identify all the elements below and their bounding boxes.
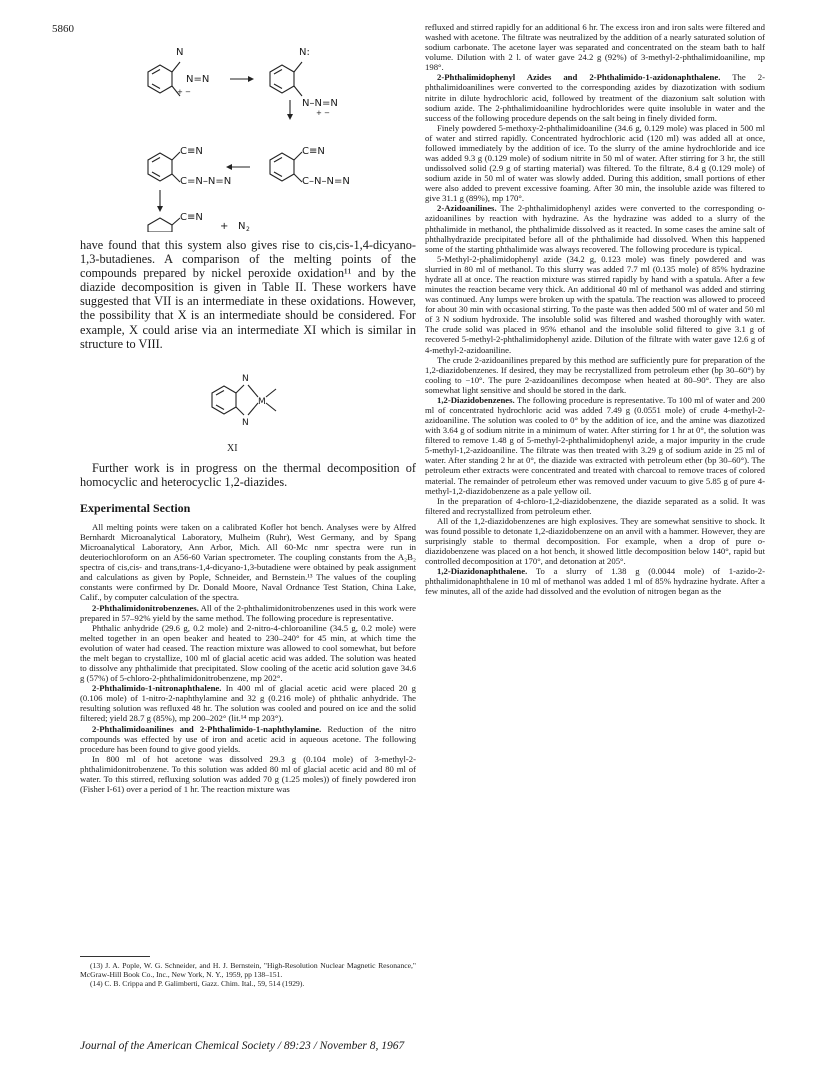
structure-xi-n-top: N xyxy=(242,373,249,384)
run-in-heading-7: 1,2-Diazidonaphthalene. xyxy=(437,566,528,577)
reaction-scheme xyxy=(80,22,416,232)
right-paragraph-4 xyxy=(425,203,765,253)
right-paragraph-1: refluxed and stirred rapidly for an additional 6 hr. The excess iron and iron salts were filtered and washed with acetone. The filtrate was neutralized by the addition of a nearly saturated solution of sodium carbonate. The acetone layer was separated and concentrated on the steam bath to half volume. Dilution with 2 l. of water gave 24.2 g (92%) of 3-methyl-2-phthalimidoaniline, mp 198°. xyxy=(425,22,765,73)
exp-paragraph-3: Phthalic anhydride (29.6 g, 0.2 mole) and 2-nitro-4-chloroaniline (34.5 g, 0.2 mole) were melted together in an open beaker and heated to 230–240° for 45 min, at which time the evolution of water had ceased. The reaction mixture was allowed to cool somewhat, but before the melt began to crystallize, 100 ml of glacial acetic acid was added. The solution was heated to dissolve any phthalimide that precipitated. Slow cooling of the acetic acid solution gave 34.6 g (57%) of 5-chloro-2-phthalimidonitrobenzene, mp 202°. xyxy=(80,622,416,684)
right-paragraph-2-text: The 2-phthalimidoanilines were converted to the corresponding azides by diazotization with sodium nitrite in dilute hydrochloric acid, followed by treatment of the diazonium salt solution with sodium azide. The 2-phthalimidoaniline hydrochlorides were quite insoluble in water and the success of the following procedure depends on the salt being in finely divided form. xyxy=(425,72,765,123)
further-work-paragraph: Further work is in progress on the thermal decomposition of homocyclic and heterocyclic 1,2-diazides. xyxy=(80,460,416,489)
scheme-label-cn-1: C≡N xyxy=(180,146,203,157)
scheme-label-pm: + − xyxy=(177,88,191,96)
scheme-label-pm-2: + − xyxy=(316,109,330,117)
page-number: 5860 xyxy=(52,23,74,35)
exp-paragraph-2 xyxy=(80,603,416,623)
exp-paragraph-5-text: Reduction of the nitro compounds was effected by use of iron and acetic acid in aqueous acetone. The following procedure has been found to give good yields. xyxy=(80,723,416,754)
structure-xi-drawing xyxy=(80,351,416,461)
right-paragraph-7 xyxy=(425,395,765,496)
scheme-label-azide-b: C=N–N=N xyxy=(180,176,232,187)
scheme-label-plus: + xyxy=(220,221,229,232)
section-title: Experimental Section xyxy=(80,500,191,515)
right-paragraph-6: The crude 2-azidoanilines prepared by this method are sufficiently pure for preparation of the 1,2-diazidobenzenes. If desired, they may be recrystallized from petroleum ether (bp 30–60°) by cooling to −10°. The pure 2-azidoanilines decompose when heated at 80–90°. They are also somewhat light sensitive and should be stored in the dark. xyxy=(425,354,765,395)
exp-paragraph-2-text: All of the 2-phthalimidonitrobenzenes used in this work were prepared in 57–92% yield by the same method. The following procedure is representative. xyxy=(80,602,416,623)
scheme-label-nn: N=N xyxy=(186,74,210,85)
exp-paragraph-5 xyxy=(80,724,416,754)
run-in-heading-2: 2-Phthalimido-1-nitronaphthalene. xyxy=(92,683,222,694)
footnotes xyxy=(80,956,416,988)
footnote-rule xyxy=(80,956,150,957)
run-in-heading-4: 2-Phthalimidophenyl Azides and 2-Phthalimido-1-azidonaphthalene. xyxy=(437,72,721,83)
scheme-label-n2-sub: 2 xyxy=(246,226,250,232)
right-paragraph-5: 5-Methyl-2-phalimidophenyl azide (34.2 g, 0.123 mole) was finely powdered and was slurried in 80 ml of methanol. To this slurry was added 7.7 ml (0.135 mole) of 85% hydrazine hydrate all at once. The reaction mixture was stirred rapidly by hand with a spatula. After a few minutes the reaction became very thick. An additional 40 ml of methanol was added and stirring was continued. Any lumps were broken up with the spatula. The reaction was allowed to proceed for about 30 min with occasional stirring. To the paste was then added 500 ml of water and 50 ml of 3 N sodium hydroxide. The insoluble solid was filtered and washed thoroughly with water. The crude solid was placed in 95% ethanol and the insoluble solid filtered to give 3.1 g of recovered 5-methyl-2-phthalimidophenyl azide. Dilution of the filtrate with water gave 12.6 g of 4-methyl-2-azidoaniline. xyxy=(425,253,765,355)
run-in-heading-1: 2-Phthalimidonitrobenzenes. xyxy=(92,602,199,613)
journal-footer: Journal of the American Chemical Society / 89:23 / November 8, 1967 xyxy=(80,1040,405,1052)
exp-paragraph-1: All melting points were taken on a calibrated Kofler hot bench. Analyses were by Alfred Bernhardt Microanalytical Laboratory, Mulheim (Ruhr), West Germany, and by Spang Microanalytical Laboratory, Ann Arbor, Mich. All 60-Mc nmr spectra were run in deuteriochloroform on an A56-60 Varian spectrometer. The coupling constants from the A₂B₂ spectra of cis,cis- and trans,trans-1,4-dicyano-1,3-butadiene were obtained by peak assignment and calculations as given by Pople, Schneider, and Bernstein.¹³ The values of the coupling constants were confirmed by Dr. Donald Moore, Naval Ordnance Test Station, China Lake, Calif., by computer calculation of the spectra. xyxy=(80,521,416,603)
scheme-label-cn-3: C≡N xyxy=(180,212,203,223)
run-in-heading-5: 2-Azidoanilines. xyxy=(437,203,497,214)
footnote-14: (14) C. B. Crippa and P. Galimberti, Gazz. Chim. Ital., 59, 514 (1929). xyxy=(90,979,305,988)
scheme-label-cnn: C–N–N=N xyxy=(302,176,350,187)
right-paragraph-10-text: To a slurry of 1.38 g (0.0044 mole) of 1-azido-2-phthalimidonaphthalene in 10 ml of methanol was added 1 ml of 85% hydrazine hydrate. After a few minutes, all of the azide had dissolved and the evolution of nitrogen began as the xyxy=(425,566,765,597)
right-paragraph-8: In the preparation of 4-chloro-1,2-diazidobenzene, the diazide separated as a solid. It was filtered and recrystallized from petroleum ether. xyxy=(425,495,765,516)
left-column xyxy=(80,22,416,794)
structure-xi-metal: M xyxy=(258,396,266,407)
scheme-label-n-top: N xyxy=(176,47,184,58)
scheme-label-n2: N xyxy=(238,221,246,232)
exp-paragraph-4-text: In 400 ml of glacial acetic acid were placed 20 g (0.106 mole) of 1-nitro-2-naphthylamine and 32 g (0.216 mole) of phthalic anhydride. The resulting solution was refluxed 48 hr. The solution was cooled and poured on ice and the solid filtered; yield 28.7 g (85%), mp 200–202° (lit.¹⁴ mp 203°). xyxy=(80,683,416,724)
scheme-label-nitrene: N: xyxy=(299,47,310,58)
right-paragraph-9: All of the 1,2-diazidobenzenes are high explosives. They are somewhat sensitive to shock. It was found possible to detonate 1,2-diazidobenzene on an anvil with a hammer. However, they are surprisingly stable to thermal decomposition. For example, when a drop of pure o-diazidobenzene was placed on a hot bench, it showed little decomposition below 140°, rapid but controlled decomposition at 170°, and detonation at 205°. xyxy=(425,515,765,567)
intro-paragraph: have found that this system also gives rise to cis,cis-1,4-dicyano-1,3-butadienes. A comparison of the melting points of the compounds prepared by nickel peroxide oxidation¹¹ and by the diazide decomposition is given in Table II. These workers have suggested that VII is an intermediate in these oxidations. However, the possibility that X is an intermediate should be considered. For example, X could arise via an intermediate XI which is similar in structure to VIII. xyxy=(80,238,416,351)
scheme-label-cn-2: C≡N xyxy=(302,146,325,157)
right-paragraph-7-text: The following procedure is representative. To 100 ml of water and 200 ml of concentrated hydrochloric acid was added 7.49 g (0.0551 mole) of crude 4-methyl-2-azidoaniline. The solution was cooled to 0° by the addition of ice, and the amine was diazotized with 3.64 g of sodium nitrite in a minimum of water. After stirring for 1 hr at 0°, the solution was filtered to remove 1.48 g of 5-methyl-2-phthalimidophenyl azide, a major impurity in the crude 5-methyl-1,2-azidoaniline. The filtrate was then treated with 3.29 g of sodium azide in 25 ml of water. After standing 2 hr at 0°, the diazide was extracted with petroleum ether (bp 30–60°). The petroleum ether extracts were concentrated and treated with charcoal to remove traces of colored material. The remainder of petroleum ether was removed under vacuum to give 5.85 g of pure 4-methyl-1,2-diazidobenzene as a pale yellow oil. xyxy=(425,394,765,496)
structure-xi-label: XI xyxy=(227,442,238,454)
exp-paragraph-6: In 800 ml of hot acetone was dissolved 29.3 g (0.104 mole) of 3-methyl-2-phthalimidonitrobenzene. To this solution was added 80 ml of glacial acetic acid and 80 ml of water. To this stirred, refluxing solution was added 70 g (1.25 moles)) of finely powdered iron (Fisher I-61) over a period of 1 hr. The reaction mixture was xyxy=(80,753,416,794)
scheme-label-azide-a: N–N=N xyxy=(302,98,338,109)
run-in-heading-3: 2-Phthalimidoanilines and 2-Phthalimido-1-naphthylamine. xyxy=(92,723,322,734)
right-paragraph-2 xyxy=(425,72,765,122)
right-paragraph-10 xyxy=(425,566,765,596)
right-column xyxy=(425,22,765,596)
structure-xi xyxy=(80,351,416,461)
run-in-heading-6: 1,2-Diazidobenzenes. xyxy=(437,394,515,405)
structure-xi-n-bottom: N xyxy=(242,417,249,428)
exp-paragraph-4 xyxy=(80,683,416,723)
right-paragraph-3: Finely powdered 5-methoxy-2-phthalimidoaniline (34.6 g, 0.129 mole) was placed in 500 ml of water and stirred rapidly. Concentrated hydrochloric acid (120 ml) was added all at once, followed immediately by the addition of ice. To the slurry of the amine hydrochloride and ice was added 9.3 g (0.129 mole) of sodium nitrite in 50 ml of water. After stirring for 3 hr, the still undissolved solid (2.9 g of starting material) was filtered. To the filtrate, 8.4 g (0.129 mole) of sodium azide in 50 ml of water was slowly added. During this addition, small portions of ether were also added to prevent excessive foaming. After 30 min, the insoluble azide was filtered to give 31.1 g (89%), mp 170°. xyxy=(425,122,765,204)
right-paragraph-4-text: The 2-phthalimidophenyl azides were converted to the corresponding o-azidoanilines by reaction with hydrazine. As the hydrazine was added to a slurry of the phthalimide in methanol, the phthalimide dissolved as it reacted. In some cases the amine salt of phthalhydrazide precipitated before all of the phthalimide had dissolved. When this happened some of the starting phthalimide was always recovered. The following procedure is typical. xyxy=(425,203,765,254)
reaction-scheme-drawing xyxy=(80,22,416,232)
footnote-13: (13) J. A. Pople, W. G. Schneider, and H. J. Bernstein, "High-Resolution Nuclear Magnetic Resonance," McGraw-Hill Book Co., Inc., New York, N. Y., 1959, pp 138–151. xyxy=(80,961,416,979)
